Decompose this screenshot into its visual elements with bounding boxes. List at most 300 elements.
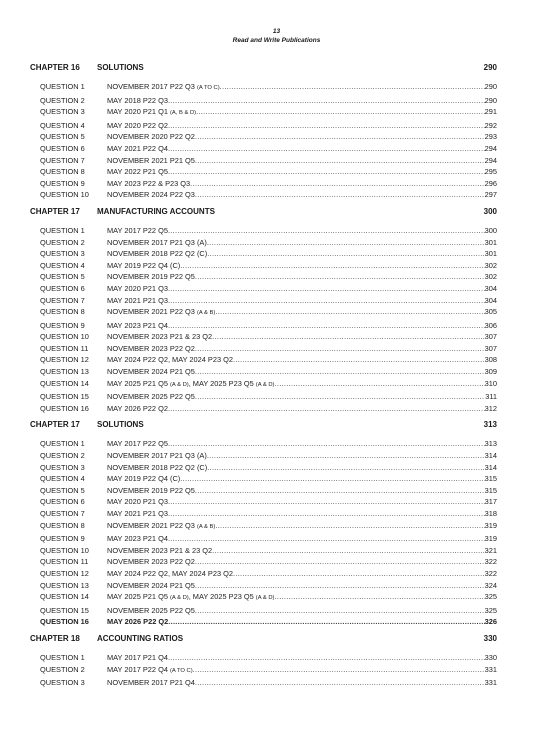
question-label: QUESTION 2 (40, 451, 85, 461)
dot-leader (195, 556, 485, 568)
entry-description (107, 225, 168, 237)
entry-text: NOVEMBER 2023 P21 & 23 Q2 (107, 332, 213, 342)
question-label: QUESTION 9 (40, 534, 85, 544)
dot-leader (168, 403, 485, 415)
entry-text: MAY 2021 P22 Q4 (107, 143, 168, 153)
entry-page: 295 (484, 167, 497, 177)
entry-text: MAY 2022 P21 Q5 (107, 167, 168, 177)
question-label: QUESTION 1 (40, 439, 85, 449)
entry-page: 309 (484, 367, 497, 377)
entry-text: NOVEMBER 2017 P21 Q3 (A) (107, 451, 207, 461)
question-label: QUESTION 5 (40, 272, 85, 282)
toc-entry[interactable] (30, 677, 497, 689)
chapter-heading[interactable] (30, 420, 497, 430)
dot-leader (168, 166, 485, 178)
question-label: QUESTION 2 (40, 664, 85, 674)
entry-page: 319 (484, 534, 497, 544)
entry-description (107, 260, 180, 272)
entry-description (107, 237, 207, 249)
chapter-title: MANUFACTURING ACCOUNTS (97, 206, 215, 216)
toc-entry[interactable] (30, 343, 497, 355)
chapter-title: SOLUTIONS (97, 63, 144, 72)
entry-description (107, 652, 168, 664)
page-header (0, 27, 553, 45)
entry-text: MAY 2017 P22 Q5 (107, 225, 168, 235)
chapter-number: CHAPTER 16 (30, 63, 80, 72)
question-label: QUESTION 14 (40, 378, 89, 388)
toc-entry[interactable] (30, 306, 497, 320)
question-label: QUESTION 10 (40, 190, 89, 200)
entry-description (107, 450, 207, 462)
entry-description (107, 366, 195, 378)
entry-parts: (A & D) (170, 595, 189, 602)
question-label: QUESTION 9 (40, 320, 85, 330)
dot-leader (168, 616, 484, 628)
entry-text: NOVEMBER 2020 P22 Q2 (107, 132, 195, 142)
entry-description (107, 283, 168, 295)
question-label: QUESTION 4 (40, 260, 85, 270)
toc-entry[interactable] (30, 403, 497, 415)
entry-description (107, 462, 207, 474)
dot-leader (168, 120, 485, 132)
entry-description (107, 378, 274, 392)
question-label: QUESTION 12 (40, 355, 89, 365)
question-label: QUESTION 6 (40, 497, 85, 507)
entry-page: 300 (484, 225, 497, 235)
dot-leader (212, 545, 484, 557)
entry-page: 325 (484, 592, 497, 602)
entry-text: MAY 2019 P22 Q4 (C) (107, 474, 181, 484)
chapter-page: 290 (483, 63, 497, 72)
toc-entry[interactable] (30, 131, 497, 143)
question-label: QUESTION 16 (40, 617, 89, 627)
entry-parts-2: (A & D) (255, 595, 275, 602)
dot-leader (168, 283, 485, 295)
entry-text: NOVEMBER 2021 P22 Q3 (107, 520, 197, 530)
entry-description (107, 271, 195, 283)
entry-text: NOVEMBER 2023 P21 & 23 Q2 (107, 545, 213, 555)
entry-page: 290 (484, 95, 497, 105)
entry-text: MAY 2025 P21 Q5 (107, 378, 170, 388)
question-label: QUESTION 2 (40, 237, 85, 247)
entry-description (107, 403, 168, 415)
entry-parts: (A TO C) (196, 85, 220, 91)
question-list (30, 225, 497, 415)
entry-text: MAY 2025 P21 Q5 (107, 592, 170, 602)
entry-page: 290 (484, 82, 497, 91)
toc-entry[interactable] (30, 283, 497, 295)
entry-text: NOVEMBER 2021 P22 Q3 (107, 307, 197, 317)
entry-description (107, 520, 215, 534)
entry-page: 314 (484, 462, 497, 472)
dot-leader (233, 354, 485, 366)
entry-text: NOVEMBER 2025 P22 Q5 (107, 605, 195, 615)
entry-text: MAY 2017 P21 Q4 (107, 652, 168, 662)
entry-description (107, 568, 233, 580)
entry-page: 315 (484, 474, 497, 484)
entry-text: NOVEMBER 2021 P21 Q5 (107, 155, 195, 165)
toc-entry[interactable] (30, 260, 497, 272)
chapter-page: 330 (483, 633, 497, 643)
entry-description (107, 155, 195, 167)
entry-page: 322 (484, 557, 497, 567)
toc-entry[interactable] (30, 664, 497, 678)
entry-page: 321 (484, 545, 497, 555)
entry-page: 314 (484, 451, 497, 461)
dot-leader (190, 178, 485, 190)
entry-page: 330 (484, 652, 497, 662)
entry-text: NOVEMBER 2019 P22 Q5 (107, 485, 195, 495)
question-label: QUESTION 16 (40, 403, 89, 413)
entry-page: 301 (484, 237, 497, 247)
toc-entry[interactable] (30, 106, 497, 120)
dot-leader (195, 485, 485, 497)
entry-page: 306 (484, 320, 497, 330)
entry-parts: (A & B) (196, 310, 216, 317)
question-label: QUESTION 7 (40, 295, 85, 305)
question-label: QUESTION 7 (40, 509, 85, 518)
entry-text: MAY 2017 P22 Q4 (107, 664, 170, 674)
entry-page: 331 (484, 678, 497, 688)
toc-entry[interactable] (30, 366, 497, 378)
entry-description (107, 131, 195, 143)
toc-entry[interactable] (30, 166, 497, 178)
entry-parts: (A TO C) (170, 667, 193, 674)
entry-description (107, 391, 195, 403)
toc-entry[interactable] (30, 568, 497, 580)
question-label: QUESTION 9 (40, 178, 85, 188)
entry-page: 319 (484, 520, 497, 530)
question-label: QUESTION 12 (40, 568, 89, 578)
toc-entry[interactable] (30, 178, 497, 190)
question-label: QUESTION 15 (40, 605, 89, 615)
question-label: QUESTION 11 (40, 343, 89, 353)
entry-description (107, 166, 168, 178)
entry-description (107, 580, 195, 592)
dot-leader (215, 520, 484, 532)
toc-entry[interactable] (30, 545, 497, 557)
entry-text: NOVEMBER 2024 P21 Q5 (107, 367, 195, 377)
chapter-page: 300 (483, 206, 497, 216)
entry-page: 312 (484, 403, 497, 413)
chapter-number: CHAPTER 17 (30, 206, 80, 216)
entry-description (107, 331, 212, 343)
entry-page: 304 (484, 283, 497, 293)
toc-entry[interactable] (30, 391, 497, 403)
question-label: QUESTION 13 (40, 367, 89, 377)
question-label: QUESTION 6 (40, 143, 85, 153)
entry-description (107, 106, 196, 120)
dot-leader (193, 664, 485, 676)
entry-description (107, 545, 212, 557)
entry-description (107, 591, 274, 605)
dot-leader (168, 652, 485, 664)
question-label: QUESTION 10 (40, 332, 89, 342)
dot-leader (274, 591, 484, 603)
entry-text-2: , MAY 2025 P23 Q5 (188, 592, 256, 602)
entry-description (107, 677, 195, 689)
chapter-heading[interactable] (30, 63, 497, 73)
question-label: QUESTION 11 (40, 557, 89, 567)
toc-entry[interactable] (30, 616, 497, 628)
entry-page: 307 (484, 332, 497, 342)
dot-leader (207, 248, 484, 260)
toc-entry[interactable] (30, 438, 497, 450)
question-label: QUESTION 10 (40, 545, 89, 555)
dot-leader (220, 81, 485, 93)
question-label: QUESTION 3 (40, 249, 85, 259)
entry-page: 326 (484, 617, 497, 627)
entry-page: 318 (484, 509, 497, 518)
question-label: QUESTION 3 (40, 462, 85, 472)
toc-entry[interactable] (30, 354, 497, 366)
entry-page: 307 (484, 343, 497, 353)
dot-leader (195, 391, 485, 403)
toc-entry[interactable] (30, 652, 497, 664)
entry-text: MAY 2023 P22 & P23 Q3 (107, 178, 191, 188)
toc-entry[interactable] (30, 155, 497, 167)
entry-description (107, 81, 220, 95)
entry-page: 292 (484, 120, 497, 130)
entry-page: 294 (484, 143, 497, 153)
entry-parts: (A & B) (196, 523, 216, 530)
question-list (30, 438, 497, 628)
dot-leader (168, 533, 485, 545)
toc-entry[interactable] (30, 120, 497, 132)
chapter-page: 313 (483, 420, 497, 430)
question-label: QUESTION 3 (40, 107, 85, 117)
dot-leader (207, 450, 485, 462)
entry-page: 302 (484, 272, 497, 282)
toc-entry[interactable] (30, 508, 497, 520)
entry-page: 302 (484, 260, 497, 270)
page-number: 13 (272, 28, 281, 35)
toc-entry[interactable] (30, 496, 497, 508)
toc-entry[interactable] (30, 520, 497, 534)
question-label: QUESTION 5 (40, 132, 85, 142)
question-label: QUESTION 4 (40, 474, 85, 484)
entry-text-2: , MAY 2025 P23 Q5 (188, 378, 256, 388)
entry-page: 297 (484, 190, 497, 200)
dot-leader (168, 143, 485, 155)
toc-entry[interactable] (30, 225, 497, 237)
entry-description (107, 354, 233, 366)
dot-leader (215, 306, 484, 318)
chapter-number: CHAPTER 18 (30, 633, 80, 643)
question-label: QUESTION 8 (40, 167, 85, 177)
entry-description (107, 306, 215, 320)
entry-description (107, 556, 195, 568)
entry-text: MAY 2024 P22 Q2, MAY 2024 P23 Q2 (107, 568, 233, 578)
entry-description (107, 664, 193, 678)
entry-description (107, 616, 168, 628)
publisher-name: Read and Write Publications (232, 37, 321, 44)
entry-page: 315 (484, 485, 497, 495)
entry-page: 324 (484, 580, 497, 590)
entry-text: NOVEMBER 2023 P22 Q2 (107, 557, 195, 567)
entry-text: NOVEMBER 2017 P22 Q3 (107, 82, 197, 91)
dot-leader (168, 496, 485, 508)
question-label: QUESTION 1 (40, 82, 85, 91)
entry-text: MAY 2023 P21 Q4 (107, 534, 168, 544)
question-label: QUESTION 14 (40, 592, 89, 602)
entry-text: MAY 2026 P22 Q2 (107, 617, 169, 627)
entry-text: NOVEMBER 2019 P22 Q5 (107, 272, 195, 282)
toc-entry[interactable] (30, 295, 497, 307)
entry-description (107, 95, 168, 107)
entry-text: MAY 2020 P22 Q2 (107, 120, 168, 130)
entry-parts: (A, B & D) (170, 110, 197, 117)
entry-description (107, 120, 168, 132)
entry-text: NOVEMBER 2024 P22 Q3 (107, 190, 195, 200)
dot-leader (180, 473, 484, 485)
question-label: QUESTION 8 (40, 307, 85, 317)
question-label: QUESTION 3 (40, 678, 85, 688)
entry-text: NOVEMBER 2017 P21 Q4 (107, 678, 195, 688)
entry-parts-2: (A & D) (255, 381, 275, 388)
chapter-title: ACCOUNTING RATIOS (97, 633, 184, 643)
toc-entry[interactable] (30, 462, 497, 474)
entry-page: 325 (484, 605, 497, 615)
entry-page: 294 (484, 155, 497, 165)
question-label: QUESTION 1 (40, 652, 85, 662)
entry-text: MAY 2024 P22 Q2, MAY 2024 P23 Q2 (107, 355, 233, 365)
toc-entry[interactable] (30, 378, 497, 392)
entry-description (107, 605, 195, 617)
entry-description (107, 143, 168, 155)
dot-leader (195, 131, 485, 143)
toc-entry[interactable] (30, 591, 497, 605)
toc-entry[interactable] (30, 605, 497, 617)
toc-entry[interactable] (30, 81, 497, 95)
table-of-contents (30, 63, 497, 695)
entry-text: MAY 2020 P21 Q3 (107, 497, 168, 507)
entry-text: NOVEMBER 2018 P22 Q2 (C) (107, 249, 208, 259)
entry-parts: (A & D) (170, 381, 189, 388)
question-label: QUESTION 13 (40, 580, 89, 590)
toc-entry[interactable] (30, 320, 497, 332)
dot-leader (168, 295, 485, 307)
entry-description (107, 508, 168, 520)
dot-leader (195, 343, 485, 355)
entry-page: 308 (484, 355, 497, 365)
entry-description (107, 533, 168, 545)
toc-entry[interactable] (30, 248, 497, 260)
entry-page: 331 (484, 664, 497, 674)
entry-description (107, 438, 168, 450)
entry-text: MAY 2017 P22 Q5 (107, 439, 168, 449)
dot-leader (195, 605, 485, 617)
dot-leader (168, 95, 485, 107)
toc-entry[interactable] (30, 450, 497, 462)
dot-leader (195, 580, 485, 592)
entry-text: MAY 2020 P21 Q3 (107, 283, 168, 293)
dot-leader (195, 366, 485, 378)
entry-description (107, 320, 168, 332)
entry-text: MAY 2021 P21 Q3 (107, 509, 168, 518)
entry-description (107, 496, 168, 508)
question-list (30, 652, 497, 689)
chapter-title: SOLUTIONS (97, 420, 144, 430)
entry-text: NOVEMBER 2025 P22 Q5 (107, 392, 195, 402)
question-list (30, 81, 497, 201)
dot-leader (195, 155, 485, 167)
entry-text: NOVEMBER 2024 P21 Q5 (107, 580, 195, 590)
question-label: QUESTION 1 (40, 225, 85, 235)
chapter-number: CHAPTER 17 (30, 420, 80, 430)
dot-leader (274, 378, 484, 390)
dot-leader (207, 462, 484, 474)
entry-description (107, 178, 190, 190)
toc-entry[interactable] (30, 473, 497, 485)
entry-description (107, 343, 195, 355)
entry-text: NOVEMBER 2023 P22 Q2 (107, 343, 195, 353)
entry-page: 304 (484, 295, 497, 305)
toc-entry[interactable] (30, 189, 497, 201)
toc-entry[interactable] (30, 556, 497, 568)
entry-description (107, 485, 195, 497)
chapter-heading[interactable] (30, 634, 497, 644)
question-label: QUESTION 7 (40, 155, 85, 165)
dot-leader (168, 225, 485, 237)
dot-leader (168, 320, 485, 332)
dot-leader (212, 331, 484, 343)
entry-description (107, 248, 207, 260)
toc-entry[interactable] (30, 95, 497, 107)
question-label: QUESTION 15 (40, 392, 89, 402)
dot-leader (168, 438, 485, 450)
entry-text: MAY 2018 P22 Q3 (107, 95, 168, 105)
entry-page: 317 (484, 497, 497, 507)
question-label: QUESTION 6 (40, 283, 85, 293)
dot-leader (195, 271, 485, 283)
toc-entry[interactable] (30, 485, 497, 497)
dot-leader (195, 189, 485, 201)
chapter-heading[interactable] (30, 207, 497, 217)
entry-text: NOVEMBER 2017 P21 Q3 (A) (107, 237, 207, 247)
entry-page: 293 (484, 132, 497, 142)
toc-entry[interactable] (30, 533, 497, 545)
entry-text: MAY 2026 P22 Q2 (107, 403, 168, 413)
toc-entry[interactable] (30, 331, 497, 343)
entry-page: 301 (484, 249, 497, 259)
entry-text: MAY 2020 P21 Q1 (107, 107, 170, 117)
dot-leader (233, 568, 485, 580)
entry-page: 310 (484, 378, 497, 388)
dot-leader (207, 237, 485, 249)
entry-page: 291 (484, 107, 497, 117)
toc-entry[interactable] (30, 143, 497, 155)
entry-text: MAY 2019 P22 Q4 (C) (107, 260, 181, 270)
dot-leader (180, 260, 484, 272)
toc-entry[interactable] (30, 271, 497, 283)
entry-text: MAY 2021 P21 Q3 (107, 295, 168, 305)
toc-entry[interactable] (30, 580, 497, 592)
entry-text: MAY 2023 P21 Q4 (107, 320, 168, 330)
dot-leader (196, 106, 485, 118)
entry-page: 313 (484, 439, 497, 449)
question-label: QUESTION 4 (40, 120, 85, 130)
entry-description (107, 189, 195, 201)
question-label: QUESTION 8 (40, 520, 85, 530)
entry-text: NOVEMBER 2018 P22 Q2 (C) (107, 462, 208, 472)
question-label: QUESTION 2 (40, 95, 85, 105)
toc-entry[interactable] (30, 237, 497, 249)
entry-page: 311 (485, 392, 497, 402)
entry-page: 305 (484, 307, 497, 317)
dot-leader (195, 677, 485, 689)
entry-page: 296 (484, 178, 497, 188)
